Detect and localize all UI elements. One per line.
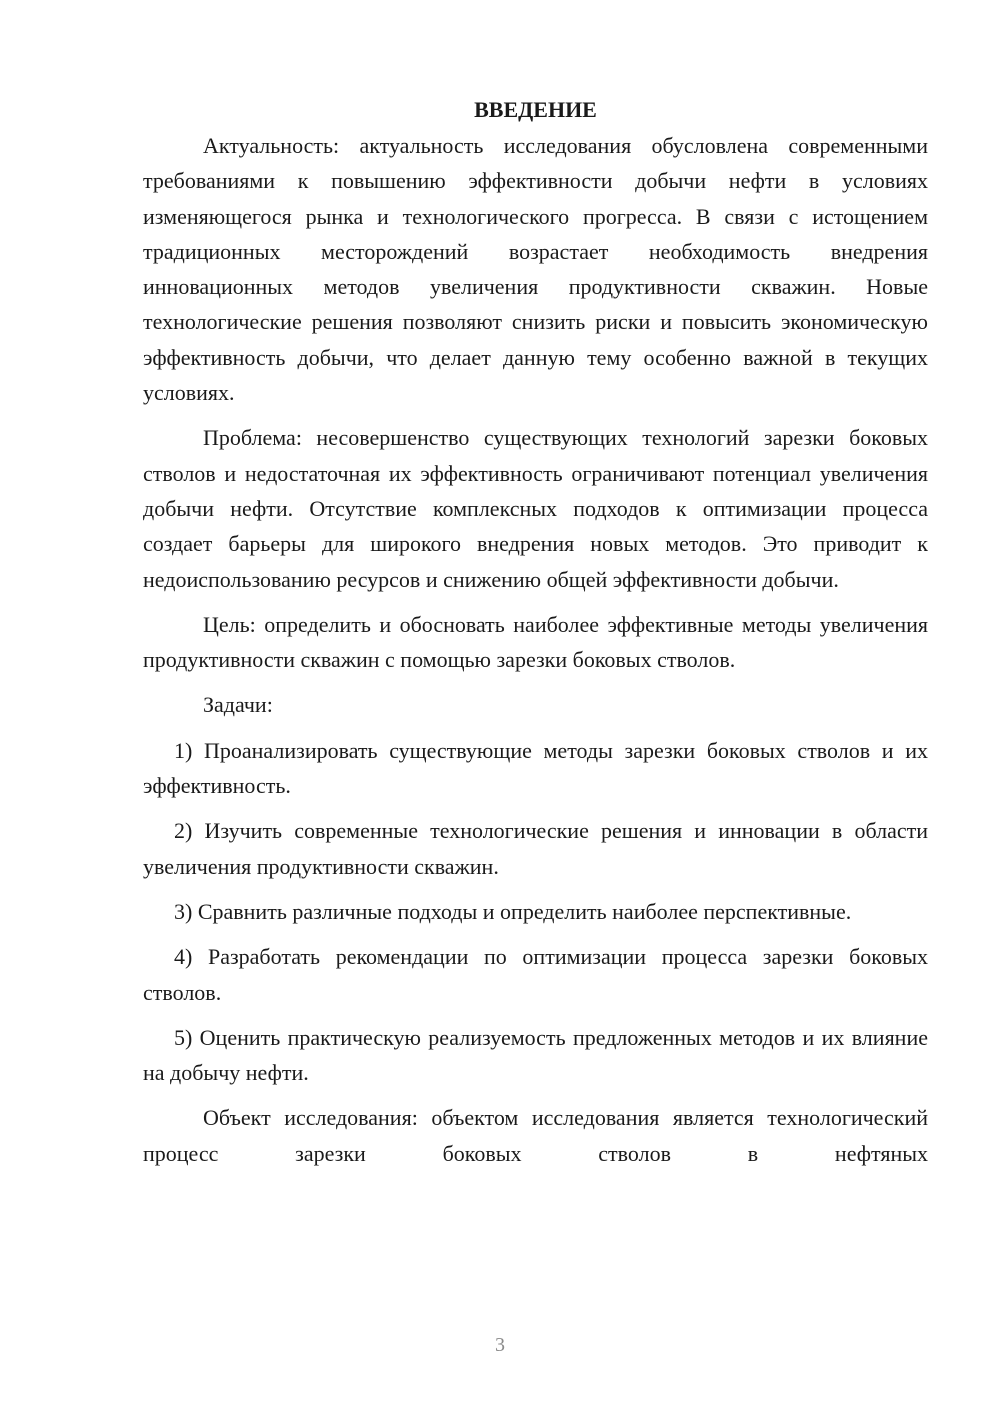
task-item-2: 2) Изучить современные технологические решения и инновации в области увеличения продуктивности скважин. <box>143 818 928 879</box>
page-number: 3 <box>495 1334 505 1356</box>
goal-paragraph: Цель: определить и обосновать наиболее эффективные методы увеличения продуктивности скважин с помощью зарезки боковых стволов. <box>143 611 928 673</box>
task-item-3: 3) Сравнить различные подходы и определить наиболее перспективные. <box>174 898 852 924</box>
tasks-label: Задачи: <box>203 692 273 718</box>
section-heading: ВВЕДЕНИЕ <box>474 97 597 122</box>
object-paragraph: Объект исследования: объектом исследования является технологический процесс зарезки боковых стволов в нефтяных <box>143 1105 928 1166</box>
document-page <box>143 92 928 1171</box>
task-item-1: 1) Проанализировать существующие методы зарезки боковых стволов и их эффективность. <box>143 737 928 799</box>
relevance-paragraph: Актуальность: актуальность исследования обусловлена современными требованиями к повышению эффективности добычи нефти в условиях изменяющегося рынка и технологического прогресса. В связи с истощением традиционных месторождений возрастает необходимость внедрения инновационных методов увеличения продуктивности скважин. Новые технологические решения позволяют снизить риски и повысить экономическую эффективность добычи, что делает данную тему особенно важной в текущих условиях. <box>143 133 928 406</box>
task-item-4: 4) Разработать рекомендации по оптимизации процесса зарезки боковых стволов. <box>143 944 928 1005</box>
problem-paragraph: Проблема: несовершенство существующих технологий зарезки боковых стволов и недостаточная их эффективность ограничивают потенциал увеличения добычи нефти. Отсутствие комплексных подходов к оптимизации процесса создает барьеры для широкого внедрения новых методов. Это приводит к недоиспользованию ресурсов и снижению общей эффективности добычи. <box>143 425 928 592</box>
task-item-5: 5) Оценить практическую реализуемость предложенных методов и их влияние на добычу нефти. <box>143 1024 928 1086</box>
